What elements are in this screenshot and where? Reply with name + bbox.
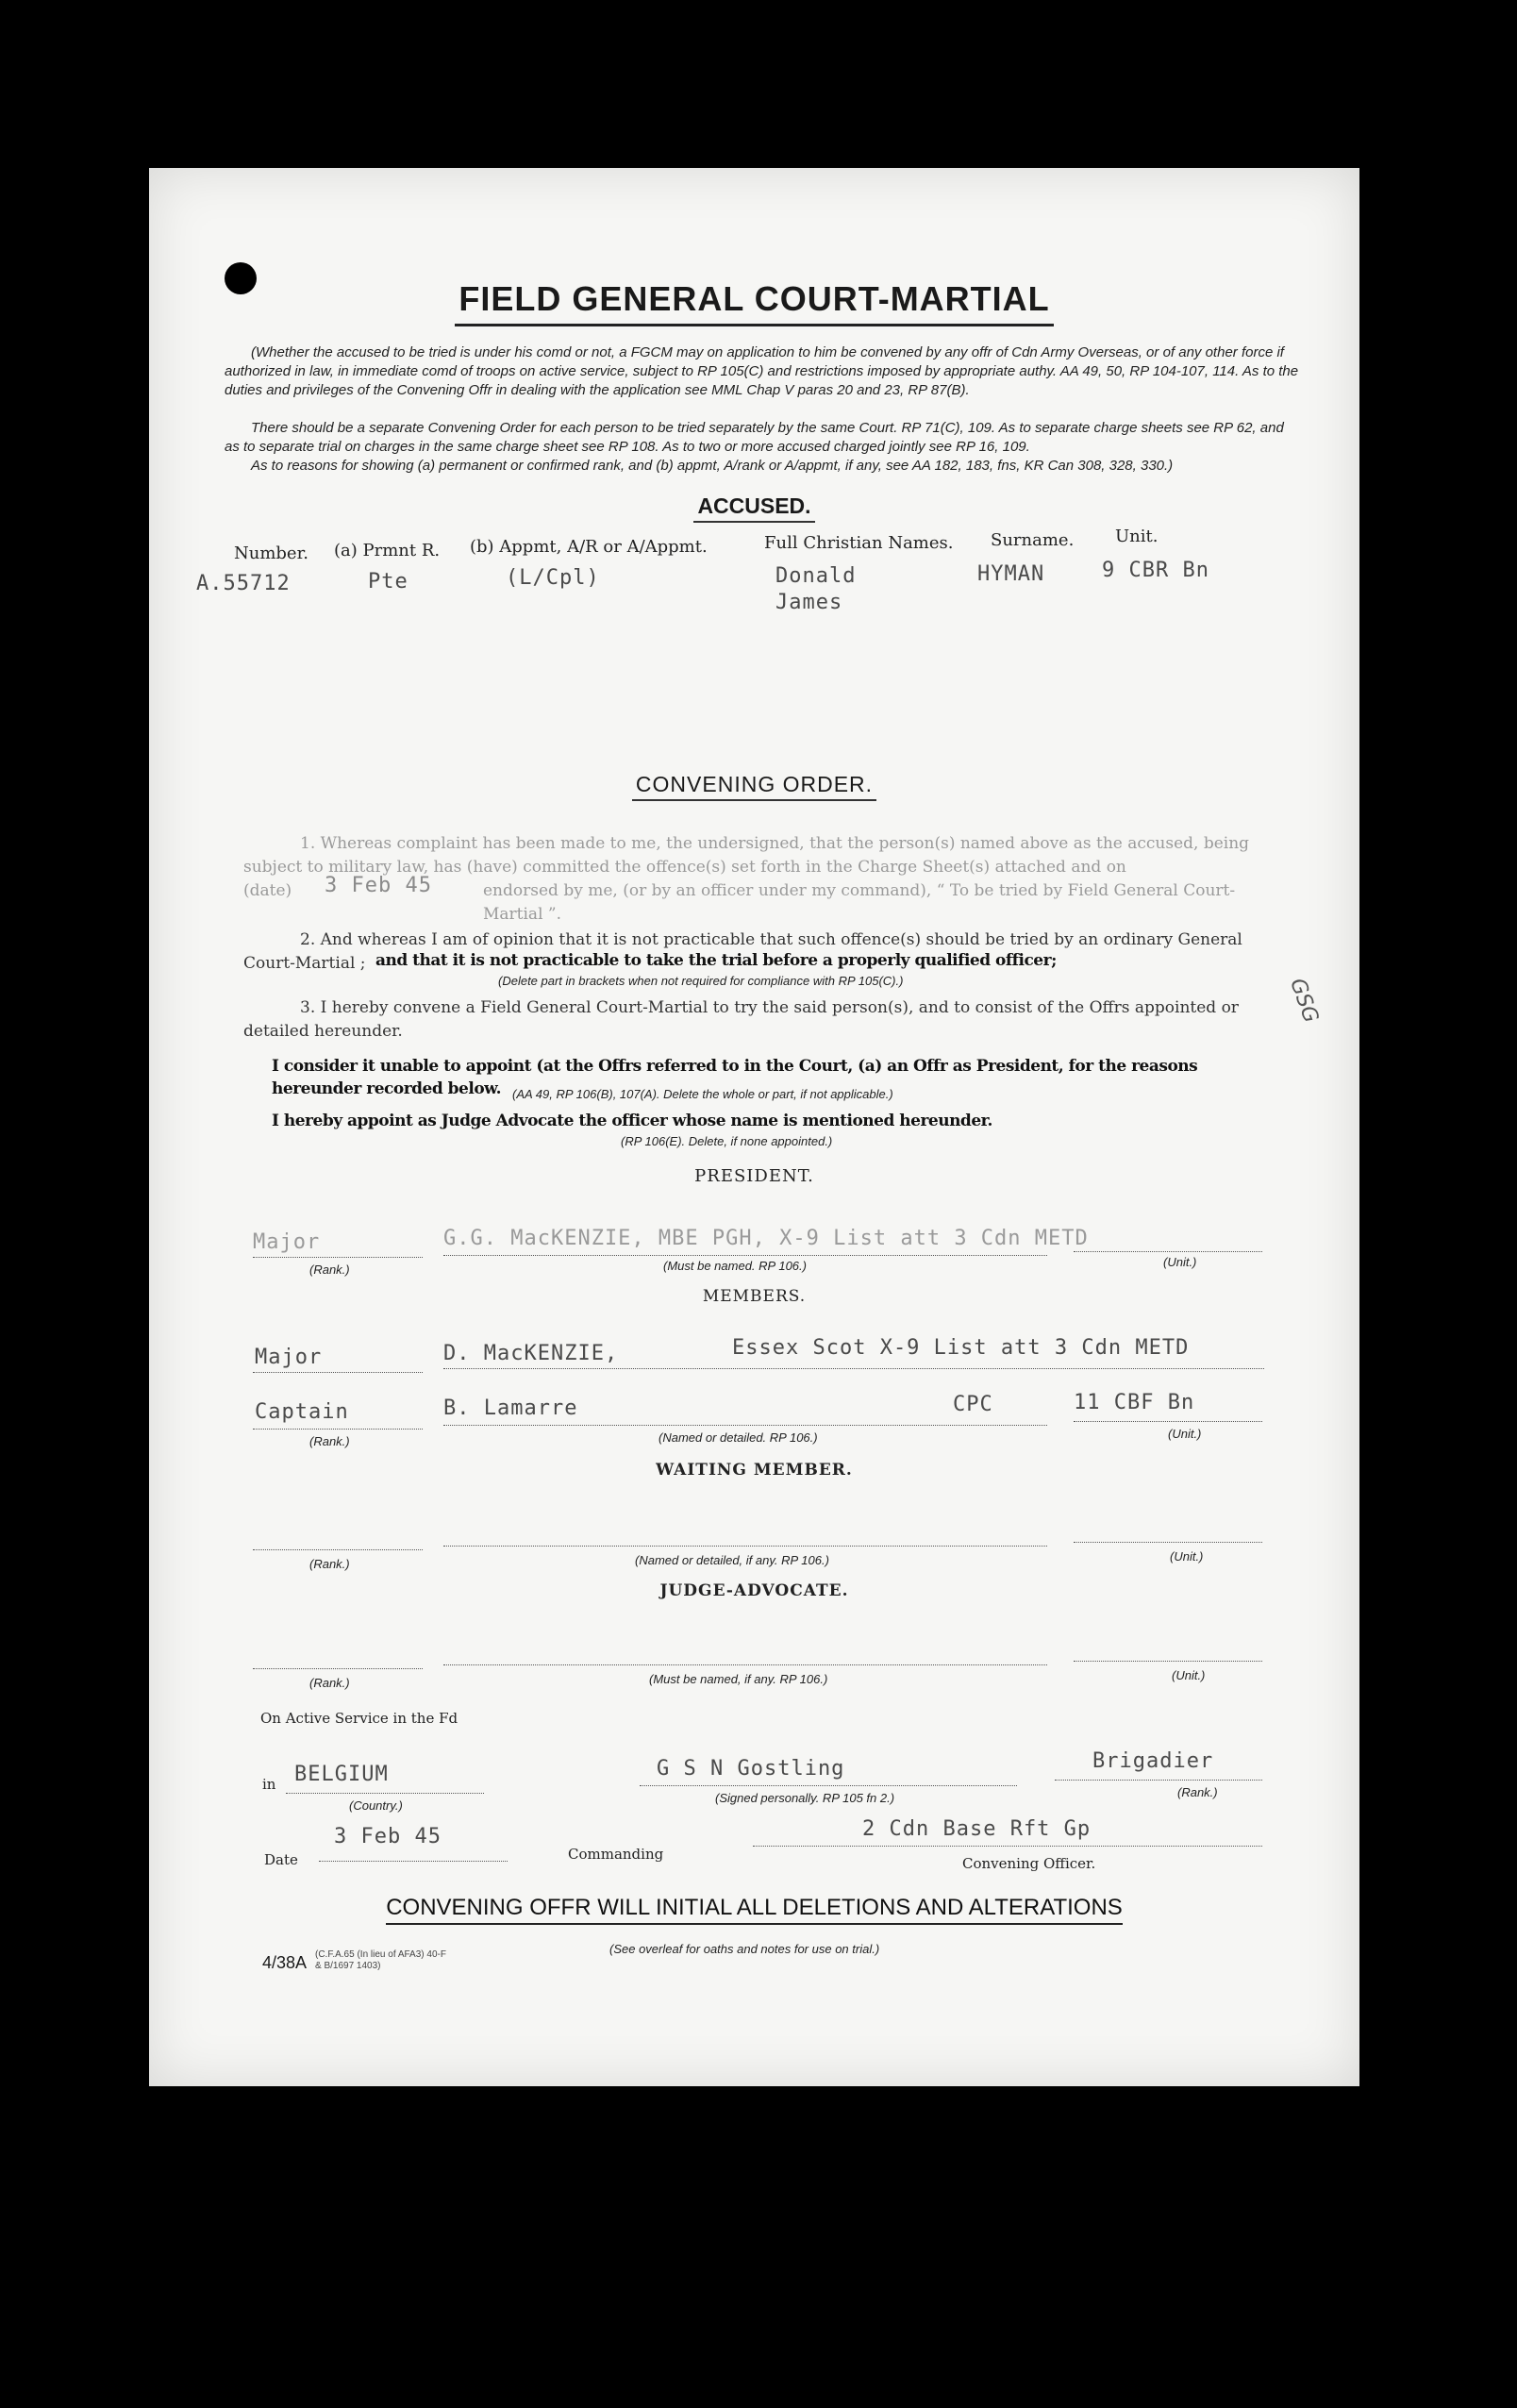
member-1-rank-line xyxy=(253,1372,423,1373)
member-2-name: B. Lamarre xyxy=(443,1396,578,1420)
col-prmnt-rank: (a) Prmnt R. xyxy=(334,541,441,560)
judge-name-label: (Must be named, if any. RP 106.) xyxy=(649,1672,828,1686)
in-label: in xyxy=(262,1776,276,1793)
judge-rank-label: (Rank.) xyxy=(309,1676,350,1690)
convening-struck-president: I consider it unable to appoint (at the Offrs referred to in the Court, (a) an Offr as President, for the reasons hereunder recorded below. xyxy=(272,1057,1198,1098)
member-2-rank-line xyxy=(253,1429,423,1430)
convening-para-1: 1. Whereas complaint has been made to me, the undersigned, that the person(s) named above as the accused, being subject to military law, has (have) committed the offence(s) set forth in the Charge Sheet(s) attached and on xyxy=(243,834,1250,877)
instructions-2: There should be a separate Convening Order for each person to be tried separately by the same Court. RP 71(C), 109. As to separate charge sheets see RP 62, and as to separate trial on charges in the same charge sheet see RP 108. As to two or more accused charged jointly see RP 16, 109. xyxy=(225,420,1284,455)
form-number: 4/38A xyxy=(262,1953,308,1972)
col-christian-names: Full Christian Names. xyxy=(764,533,954,553)
accused-surname: HYMAN xyxy=(977,562,1045,586)
president-heading: PRESIDENT. xyxy=(694,1166,814,1186)
waiting-rank-line xyxy=(253,1549,423,1550)
date-line xyxy=(319,1861,508,1862)
country-label: (Country.) xyxy=(349,1798,403,1813)
instructions-3: As to reasons for showing (a) permanent or confirmed rank, and (b) appmt, A/rank or A/appmt, if any, see AA 182, 183, fns, KR Can 308, 328, 330.) xyxy=(251,458,1174,474)
convening-struck-judge-note: (RP 106(E). Delete, if none appointed.) xyxy=(621,1134,833,1148)
waiting-unit-label: (Unit.) xyxy=(1170,1549,1204,1564)
judge-unit-label: (Unit.) xyxy=(1172,1668,1206,1682)
accused-rank: Pte xyxy=(368,570,408,594)
date-label: Date xyxy=(264,1851,298,1868)
member-2-name-line xyxy=(443,1425,1047,1426)
form-reference: (C.F.A.65 (In lieu of AFA3) 40-F & B/1697 1403) xyxy=(315,1949,446,1971)
convening-struck-judge: I hereby appoint as Judge Advocate the officer whose name is mentioned hereunder. xyxy=(272,1112,992,1130)
deletions-notice: CONVENING OFFR WILL INITIAL ALL DELETIONS AND ALTERATIONS xyxy=(149,1895,1359,1921)
waiting-member-heading: WAITING MEMBER. xyxy=(656,1461,853,1480)
president-unit-line xyxy=(1074,1251,1262,1252)
president-name: G.G. MacKENZIE, MBE PGH, X-9 List att 3 Cdn METD xyxy=(443,1227,1089,1250)
convening-para-2: 2. And whereas I am of opinion that it is not practicable that such offence(s) should be tried by an ordinary General Court-Martial ; xyxy=(243,930,1242,973)
accused-first-name: Donald xyxy=(775,564,857,588)
president-name-line xyxy=(443,1255,1047,1256)
form-page xyxy=(149,168,1359,2086)
convening-para-2-struck: and that it is not practicable to take the trial before a properly qualified officer; xyxy=(375,951,1057,970)
member-2-unit-line xyxy=(1074,1421,1262,1422)
member-1-unit: Essex Scot X-9 List att 3 Cdn METD xyxy=(732,1336,1190,1360)
signed-line xyxy=(640,1785,1017,1786)
signed-name: G S N Gostling xyxy=(657,1757,845,1781)
waiting-rank-label: (Rank.) xyxy=(309,1557,350,1571)
commanding-label: Commanding xyxy=(568,1846,664,1863)
col-appointment: (b) Appmt, A/R or A/Appmt. xyxy=(470,537,708,557)
members-unit-label: (Unit.) xyxy=(1168,1427,1202,1441)
country-line xyxy=(286,1793,484,1794)
col-number: Number. xyxy=(234,543,308,563)
command-value: 2 Cdn Base Rft Gp xyxy=(862,1817,1092,1841)
president-unit-label: (Unit.) xyxy=(1163,1255,1197,1269)
member-2-unit-a: CPC xyxy=(953,1393,993,1416)
member-1-line xyxy=(443,1368,1264,1369)
accused-unit: 9 CBR Bn xyxy=(1102,559,1209,582)
country-value: BELGIUM xyxy=(294,1763,389,1786)
col-unit: Unit. xyxy=(1115,527,1159,546)
signed-label: (Signed personally. RP 105 fn 2.) xyxy=(715,1791,895,1805)
officer-rank-label: (Rank.) xyxy=(1177,1785,1218,1799)
convening-struck-president-note: (AA 49, RP 106(B), 107(A). Delete the whole or part, if not applicable.) xyxy=(512,1087,893,1101)
accused-number: A.55712 xyxy=(196,572,291,595)
judge-advocate-heading: JUDGE-ADVOCATE. xyxy=(659,1581,849,1600)
judge-unit-line xyxy=(1074,1661,1262,1662)
member-2-unit-b: 11 CBF Bn xyxy=(1074,1391,1195,1414)
president-rank-label: (Rank.) xyxy=(309,1263,350,1277)
member-1-rank: Major xyxy=(255,1346,323,1369)
col-surname: Surname. xyxy=(991,530,1075,550)
convening-date-label: (date) xyxy=(243,881,292,900)
oaths-note: (See overleaf for oaths and notes for use on trial.) xyxy=(609,1942,880,1956)
convening-para-2-note: (Delete part in brackets when not required for compliance with RP 105(C).) xyxy=(498,974,904,988)
president-name-label: (Must be named. RP 106.) xyxy=(663,1259,807,1273)
accused-heading: ACCUSED. xyxy=(149,493,1359,519)
judge-rank-line xyxy=(253,1668,423,1669)
waiting-name-label: (Named or detailed, if any. RP 106.) xyxy=(635,1553,829,1567)
convening-officer-label: Convening Officer. xyxy=(962,1855,1096,1872)
convening-heading: CONVENING ORDER. xyxy=(149,772,1359,797)
officer-rank: Brigadier xyxy=(1092,1749,1214,1773)
officer-rank-line xyxy=(1055,1780,1262,1781)
accused-appointment: (L/Cpl) xyxy=(506,566,600,590)
margin-initials: GSG xyxy=(1285,975,1323,1027)
member-2-rank: Captain xyxy=(255,1400,349,1424)
president-rank-line xyxy=(253,1257,423,1258)
convening-date: 3 Feb 45 xyxy=(325,874,432,897)
waiting-unit-line xyxy=(1074,1542,1262,1543)
convening-para-1-tail: endorsed by me, (or by an officer under my command), “ To be tried by Field General Court-Martial ”. xyxy=(483,881,1236,924)
form-title: FIELD GENERAL COURT-MARTIAL xyxy=(149,279,1359,319)
date-value: 3 Feb 45 xyxy=(334,1825,442,1848)
members-heading: MEMBERS. xyxy=(702,1287,807,1306)
accused-middle-name: James xyxy=(775,591,843,614)
president-rank: Major xyxy=(253,1230,321,1254)
instructions-1: (Whether the accused to be tried is under his comd or not, a FGCM may on application to him be convened by any offr of Cdn Army Overseas, or of any other force if authorized in law, in immediate comd of troops on active service, subject to RP 105(C) and restrictions imposed by appropriate authy. AA 49, 50, RP 104-107, 114. As to the duties and privileges of the Convening Offr in dealing with the application see MML Chap V paras 20 and 23, RP 87(B). xyxy=(225,344,1299,398)
members-name-label: (Named or detailed. RP 106.) xyxy=(658,1430,818,1445)
command-line xyxy=(753,1846,1262,1847)
judge-name-line xyxy=(443,1664,1047,1665)
members-rank-label: (Rank.) xyxy=(309,1434,350,1448)
active-service-label: On Active Service in the Fd xyxy=(260,1710,458,1727)
convening-para-3: 3. I hereby convene a Field General Court-Martial to try the said person(s), and to consist of the Offrs appointed or detailed hereunder. xyxy=(243,998,1239,1041)
member-1-name: D. MacKENZIE, xyxy=(443,1342,619,1365)
waiting-name-line xyxy=(443,1546,1047,1547)
